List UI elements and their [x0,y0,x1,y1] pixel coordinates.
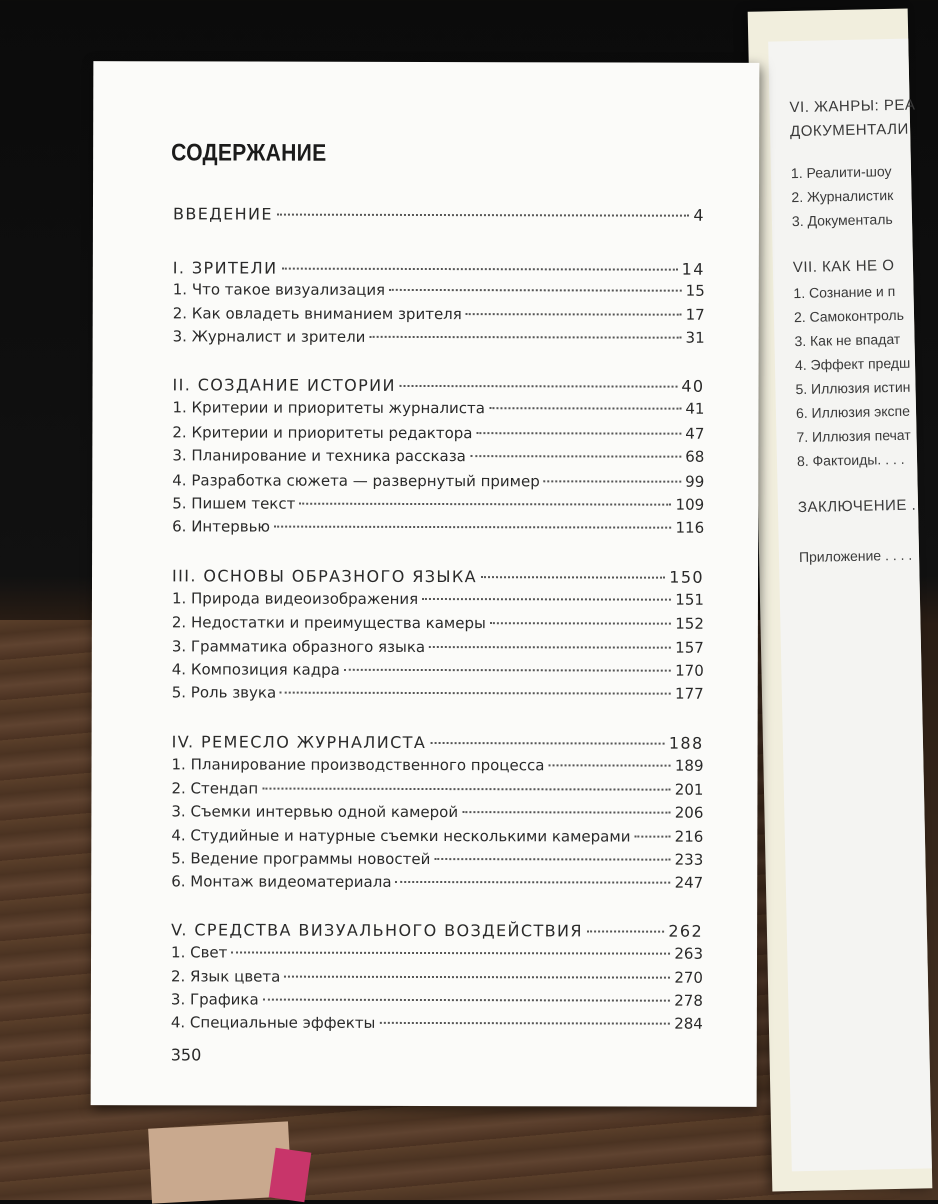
toc-entry-title: V. СРЕДСТВА ВИЗУАЛЬНОГО ВОЗДЕЙСТВИЯ [171,920,583,941]
toc-entry-page: 68 [685,447,705,466]
toc-entry-title: II. СОЗДАНИЕ ИСТОРИИ [172,375,396,395]
toc-heading: СОДЕРЖАНИЕ [171,139,327,167]
toc-entry [172,683,704,706]
dot-leader [263,999,671,1002]
dot-leader [396,881,671,884]
toc-entry [171,755,703,778]
right-page-line: VII. КАК НЕ О [792,256,895,277]
toc-entry-page: 47 [685,424,705,443]
toc-entry-page: 41 [685,399,705,418]
toc-entry [172,471,704,494]
toc-entry [171,1013,703,1036]
right-page-line: 1. Сознание и п [793,282,896,302]
right-page-line: Приложение . . . . [798,546,913,566]
toc-entry-page: 31 [685,328,705,347]
right-page-line: 5. Иллюзия истин [795,378,911,398]
toc-section-entry [171,920,703,943]
toc-entry-title: 4. Композиция кадра [171,660,340,679]
dot-leader [299,503,671,506]
bookmark-ribbon [269,1148,312,1203]
dot-leader [344,669,671,672]
toc-entry-title: 6. Интервью [172,517,271,536]
toc-entry-title: 6. Монтаж видеоматериала [171,872,392,891]
toc-entry [171,779,703,802]
toc-entry-title: 3. Журналист и зрители [172,327,366,346]
toc-entry-page: 14 [681,259,705,279]
toc-entry [171,826,703,849]
dot-leader [490,622,671,624]
dot-leader [462,811,671,814]
toc-entry-title: 5. Пишем текст [172,494,296,513]
toc-entry-title: 3. Графика [170,990,259,1009]
toc-section-entry [172,732,704,755]
right-page-line: 4. Эффект предш [794,354,911,374]
toc-entry-title: 1. Планирование производственного процесса [171,755,545,775]
toc-entry-title: 5. Ведение программы новостей [171,849,431,869]
toc-entry-title: 1. Критерии и приоритеты журналиста [172,398,486,418]
page-number: 350 [170,1045,202,1065]
right-page-line: 3. Как не впадат [794,330,901,350]
right-page-line: ДОКУМЕНТАЛИ [789,120,909,141]
dot-leader [489,407,681,410]
toc-entry [171,990,703,1013]
dot-leader [477,432,682,435]
right-page-line: ЗАКЛЮЧЕНИЕ . [797,496,917,517]
toc-entry [173,280,705,303]
toc-entry [171,849,703,872]
toc-entry [172,423,704,446]
toc-entry-page: 152 [675,614,704,633]
toc-entry [172,446,704,469]
toc-entry-title: III. ОСНОВЫ ОБРАЗНОГО ЯЗЫКА [171,566,478,587]
right-page-line: 2. Самоконтроль [793,306,905,326]
toc-entry [173,304,705,327]
toc-entry [172,637,704,660]
toc-entry-page: 201 [674,780,704,799]
toc-entry-title: 2. Недостатки и преимущества камеры [171,613,486,633]
toc-entry-page: 4 [693,205,705,225]
dot-leader [430,742,665,745]
dot-leader [274,526,671,529]
toc-entry-title: 1. Природа видеоизображения [171,589,419,608]
toc-entry-title: ВВЕДЕНИЕ [172,204,273,224]
dot-leader [544,480,681,482]
dot-leader [548,764,670,766]
dot-leader [481,576,665,578]
dot-leader [369,336,681,339]
toc-entry-page: 17 [685,305,705,324]
toc-entry [171,967,703,990]
right-page-line: 6. Иллюзия экспе [795,402,911,422]
toc-entry-title: 4. Студийные и натурные съемки несколькими камерами [171,826,631,846]
toc-entry [172,517,704,540]
toc-entry [172,494,704,517]
toc-entry-page: 206 [674,803,704,822]
toc-entry [171,943,703,966]
dot-leader [434,858,670,861]
toc-section-entry [173,258,705,281]
toc-entry-page: 177 [675,684,704,703]
toc-entry-page: 170 [675,661,704,680]
toc-entry-title: I. ЗРИТЕЛИ [172,258,278,278]
toc-section-entry [172,375,704,398]
right-page-line: 2. Журналистик [791,187,894,206]
toc-entry-page: 15 [685,281,705,300]
right-page-line: 7. Иллюзия печат [796,426,911,446]
left-page [91,61,760,1107]
toc-entry-page: 263 [674,944,704,963]
toc-entry-title: 2. Как овладеть вниманием зрителя [172,304,462,324]
toc-entry-title: 1. Свет [171,943,228,962]
toc-entry [173,327,705,350]
toc-entry-page: 216 [674,827,704,846]
toc-entry-page: 151 [675,590,704,609]
dot-leader [280,692,671,695]
dot-leader [429,646,671,649]
toc-entry-page: 40 [681,376,705,396]
dot-leader [587,930,664,932]
right-page-line: VI. ЖАНРЫ: РЕА [789,96,916,117]
toc-entry [171,802,703,825]
toc-entry-page: 116 [675,518,705,537]
toc-entry-page: 233 [674,850,704,869]
toc-entry-page: 157 [675,638,704,657]
toc-entry-title: IV. РЕМЕСЛО ЖУРНАЛИСТА [171,732,427,753]
right-page-line: 8. Фактоиды. . . . [796,450,905,470]
toc-section-entry [173,204,705,227]
toc-entry-page: 262 [668,921,704,941]
right-page [768,39,932,1172]
dot-leader [379,1022,670,1025]
toc-entry-title: 3. Планирование и техника рассказа [172,446,466,466]
toc-section-entry [172,566,704,589]
toc-entry-page: 150 [669,567,705,587]
right-page-line: 1. Реалити-шоу [790,163,892,182]
toc-entry-title: 2. Стендап [171,779,259,798]
toc-entry [172,613,704,636]
toc-entry-page: 247 [674,873,704,892]
dot-leader [277,214,689,217]
dot-leader [284,976,670,979]
dot-leader [634,836,670,838]
toc-entry-title: 5. Роль звука [171,683,277,702]
toc-entry-title: 3. Грамматика образного языка [171,637,426,657]
toc-entry-title: 4. Специальные эффекты [170,1013,376,1032]
toc-entry-page: 99 [685,472,705,491]
toc-entry [172,589,704,612]
toc-entry-page: 109 [675,495,705,514]
toc-entry-title: 3. Съемки интервью одной камерой [171,802,459,822]
right-page-line: 3. Документаль [791,211,893,230]
dot-leader [470,455,681,458]
toc-entry [172,660,704,683]
dot-leader [400,385,677,388]
dot-leader [466,313,682,316]
toc-entry-page: 284 [674,1014,703,1033]
toc-entry-title: 4. Разработка сюжета — развернутый пример [172,471,540,491]
toc-entry-title: 1. Что такое визуализация [172,280,386,299]
toc-entry-title: 2. Язык цвета [170,967,281,986]
dot-leader [262,788,671,791]
toc-entry-title: 2. Критерии и приоритеты редактора [172,423,473,443]
dot-leader [231,951,670,954]
toc-entry-page: 278 [674,991,703,1010]
dot-leader [281,268,677,271]
toc-entry [171,872,703,895]
toc-entry-page: 189 [674,756,704,775]
toc-entry-page: 270 [674,968,703,987]
dot-leader [389,289,682,292]
dot-leader [422,598,671,601]
toc-entry-page: 188 [668,733,704,753]
toc-entry [172,398,704,421]
